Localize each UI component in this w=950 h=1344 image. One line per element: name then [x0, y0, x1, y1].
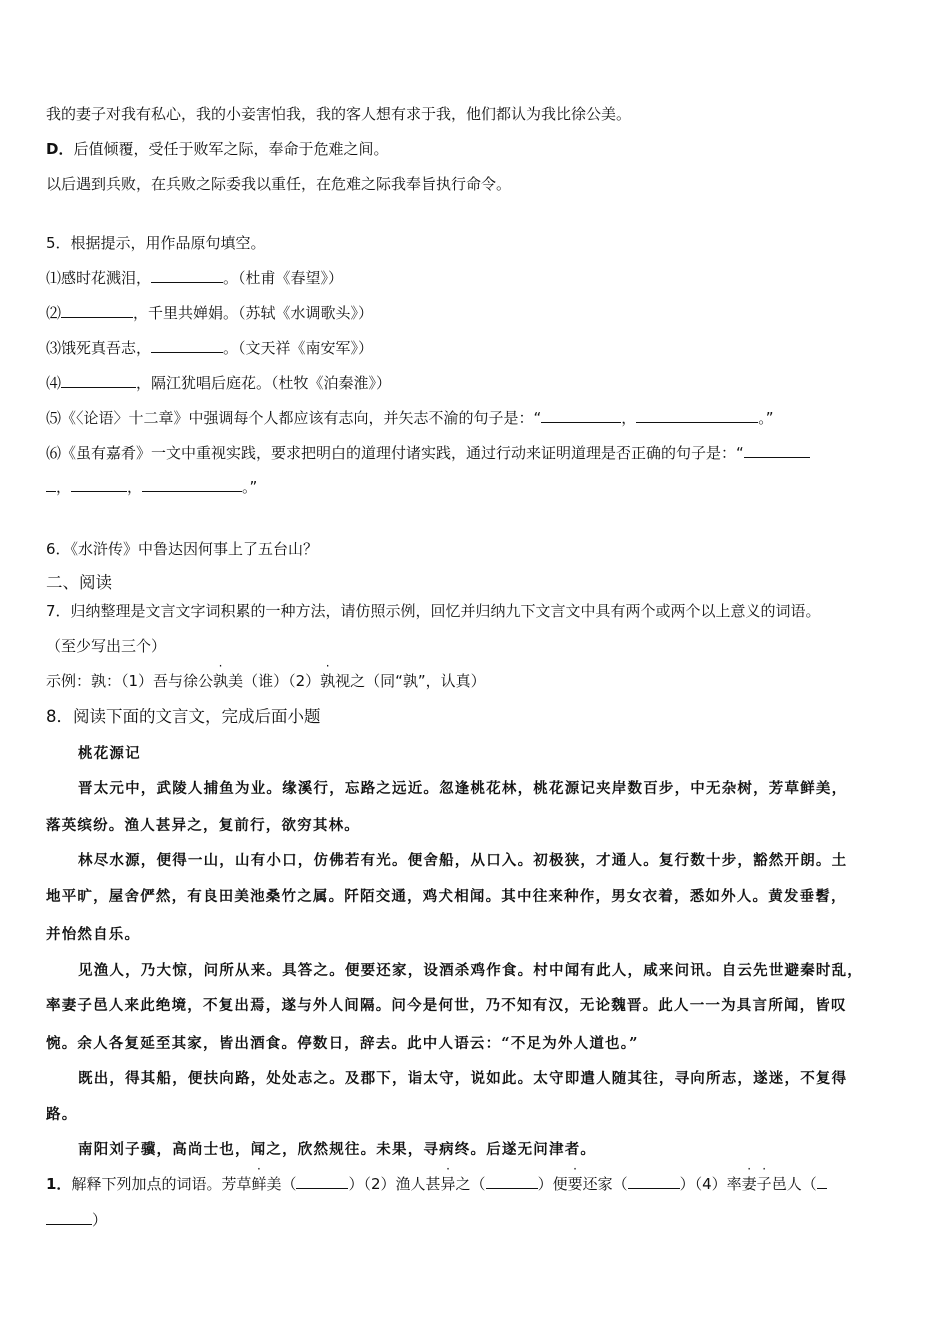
- q5-item-6-continued: [46, 477, 257, 497]
- q5-item-6-comma-1: ，: [56, 478, 72, 496]
- q5-item-5: [46, 408, 774, 428]
- answer-blank[interactable]: [151, 338, 223, 353]
- q5-item-1-text: ⑴感时花溅泪，: [46, 269, 152, 287]
- q5-item-1: [46, 268, 343, 288]
- dotted-word: 孰: [213, 672, 229, 690]
- question-7-line-1: 7．归纳整理是文言文字词积累的一种方法，请仿照示例，回忆并归纳九下文言文中具有两个或两个以上意义的词语。: [46, 602, 821, 620]
- answer-blank[interactable]: [541, 408, 621, 423]
- answer-blank[interactable]: [46, 477, 56, 492]
- passage-line: 地平旷，屋舍俨然，有良田美池桑竹之属。阡陌交通，鸡犬相闻。其中往来种作，男女衣着，悉如外人。黄发垂髫，: [46, 888, 847, 905]
- question-7-line-2: （至少写出三个）: [46, 637, 167, 655]
- example-text-c: 视之（同“孰”，认真）: [335, 672, 486, 690]
- answer-blank[interactable]: [61, 303, 133, 318]
- answer-blank[interactable]: [46, 1210, 92, 1225]
- q5-item-6-comma-2: ，: [127, 478, 143, 496]
- q5-item-4-text: ，隔江犹唱后庭花。（杜牧《泊秦淮》）: [136, 374, 392, 392]
- dotted-word: 要: [567, 1175, 583, 1193]
- sub-question-text: ）便: [537, 1175, 568, 1193]
- passage-line: 林尽水源，便得一山，山有小口，仿佛若有光。便舍船，从口入。初极狭，才通人。复行数十步，豁然开朗。土: [78, 852, 848, 869]
- question-5-title: 5．根据提示，用作品原句填空。: [46, 234, 266, 252]
- q5-item-6-end: 。”: [242, 478, 258, 496]
- option-d: [46, 139, 388, 159]
- section-reading-title: 二、阅读: [46, 573, 112, 592]
- q5-item-5-end: 。”: [758, 409, 774, 427]
- passage-line: 路。: [46, 1106, 78, 1123]
- dotted-word: 妻: [741, 1175, 757, 1193]
- example-text-a: 示例：孰：（1）吾与徐公: [46, 672, 214, 690]
- passage-line: 并怡然自乐。: [46, 926, 141, 943]
- q5-item-3-text: ⑶饿死真吾志，: [46, 339, 152, 357]
- translation-line-d: 以后遇到兵败，在兵败之际委我以重任，在危难之际我奉旨执行命令。: [46, 175, 512, 193]
- q5-item-4-num: ⑷: [46, 374, 62, 392]
- sub-question-text: 之（: [455, 1175, 486, 1193]
- option-d-text: 后值倾覆，受任于败军之际，奉命于危难之间。: [73, 140, 389, 158]
- question-8-title: 8．阅读下面的文言文，完成后面小题: [46, 707, 321, 726]
- answer-blank[interactable]: [628, 1174, 680, 1189]
- option-d-label: D．: [46, 140, 74, 158]
- q5-item-2: [46, 303, 373, 323]
- answer-blank[interactable]: [61, 373, 136, 388]
- passage-title: 桃花源记: [78, 745, 141, 762]
- passage-line: 既出，得其船，便扶向路，处处志之。及郡下，诣太守，说如此。太守即遣人随其往，寻向所志，遂迷，不复得: [78, 1070, 848, 1087]
- sub-question-number: 1．: [46, 1175, 72, 1193]
- question-7-example: [46, 671, 486, 691]
- sub-question-text: ）（2）渔人甚: [348, 1175, 441, 1193]
- dotted-word: 子: [756, 1175, 772, 1193]
- answer-blank[interactable]: [151, 268, 223, 283]
- sub-question-text: 还家（: [582, 1175, 628, 1193]
- passage-line: 惋。余人各复延至其家，皆出酒食。停数日，辞去。此中人语云：“不足为外人道也。”: [46, 1035, 639, 1052]
- passage-line: 南阳刘子骥，高尚士也，闻之，欣然规往。未果，寻病终。后遂无问津者。: [78, 1141, 597, 1158]
- q5-item-2-text: ，千里共婵娟。（苏轼《水调歌头》）: [133, 304, 374, 322]
- answer-blank[interactable]: [296, 1174, 348, 1189]
- q5-item-4: [46, 373, 391, 393]
- sub-question-1: [46, 1174, 827, 1194]
- answer-blank[interactable]: [636, 408, 758, 423]
- answer-blank[interactable]: [142, 477, 242, 492]
- answer-blank[interactable]: [71, 477, 127, 492]
- example-text-b: 美（谁）（2）: [228, 672, 321, 690]
- dotted-word: 鲜: [251, 1175, 267, 1193]
- question-6: 6．《水浒传》中鲁达因何事上了五台山？: [46, 540, 319, 558]
- sub-question-text: ）: [92, 1211, 108, 1229]
- sub-question-text: 美（: [266, 1175, 297, 1193]
- q5-item-1-source: 。（杜甫《春望》）: [223, 269, 344, 287]
- answer-blank[interactable]: [486, 1174, 538, 1189]
- answer-blank[interactable]: [744, 443, 810, 458]
- dotted-word: 异: [440, 1175, 456, 1193]
- q5-item-3-source: 。（文天祥《南安军》）: [223, 339, 374, 357]
- passage-line: 率妻子邑人来此绝境，不复出焉，遂与外人间隔。问今是何世，乃不知有汉，无论魏晋。此人一一为具言所闻，皆叹: [46, 997, 847, 1014]
- dotted-word: 孰: [320, 672, 336, 690]
- q5-item-3: [46, 338, 373, 358]
- q5-item-2-num: ⑵: [46, 304, 62, 322]
- passage-line: 落英缤纷。渔人甚异之，复前行，欲穷其林。: [46, 817, 360, 834]
- q5-item-5-comma: ，: [621, 409, 637, 427]
- translation-line-c: 我的妻子对我有私心，我的小妾害怕我，我的客人想有求于我，他们都认为我比徐公美。: [46, 105, 632, 123]
- sub-question-text: 邑人（: [771, 1175, 817, 1193]
- answer-blank[interactable]: [817, 1174, 827, 1189]
- q5-item-6-text: ⑹《虽有嘉肴》一文中重视实践，要求把明白的道理付诸实践，通过行动来证明道理是否正确的句子是：“: [46, 444, 744, 462]
- sub-question-text: 解释下列加点的词语。芳草: [71, 1175, 252, 1193]
- passage-line: 见渔人，乃大惊，问所从来。具答之。便要还家，设酒杀鸡作食。村中闻有此人，咸来问讯。自云先世避秦时乱，: [78, 962, 863, 979]
- q5-item-6: [46, 443, 810, 463]
- sub-question-text: ）（4）率: [679, 1175, 742, 1193]
- q5-item-5-text: ⑸《〈论语〉十二章》中强调每个人都应该有志向，并矢志不渝的句子是：“: [46, 409, 542, 427]
- passage-line: 晋太元中，武陵人捕鱼为业。缘溪行，忘路之远近。忽逢桃花林，桃花源记夹岸数百步，中无杂树，芳草鲜美，: [78, 780, 848, 797]
- sub-question-1-continued: [46, 1210, 107, 1230]
